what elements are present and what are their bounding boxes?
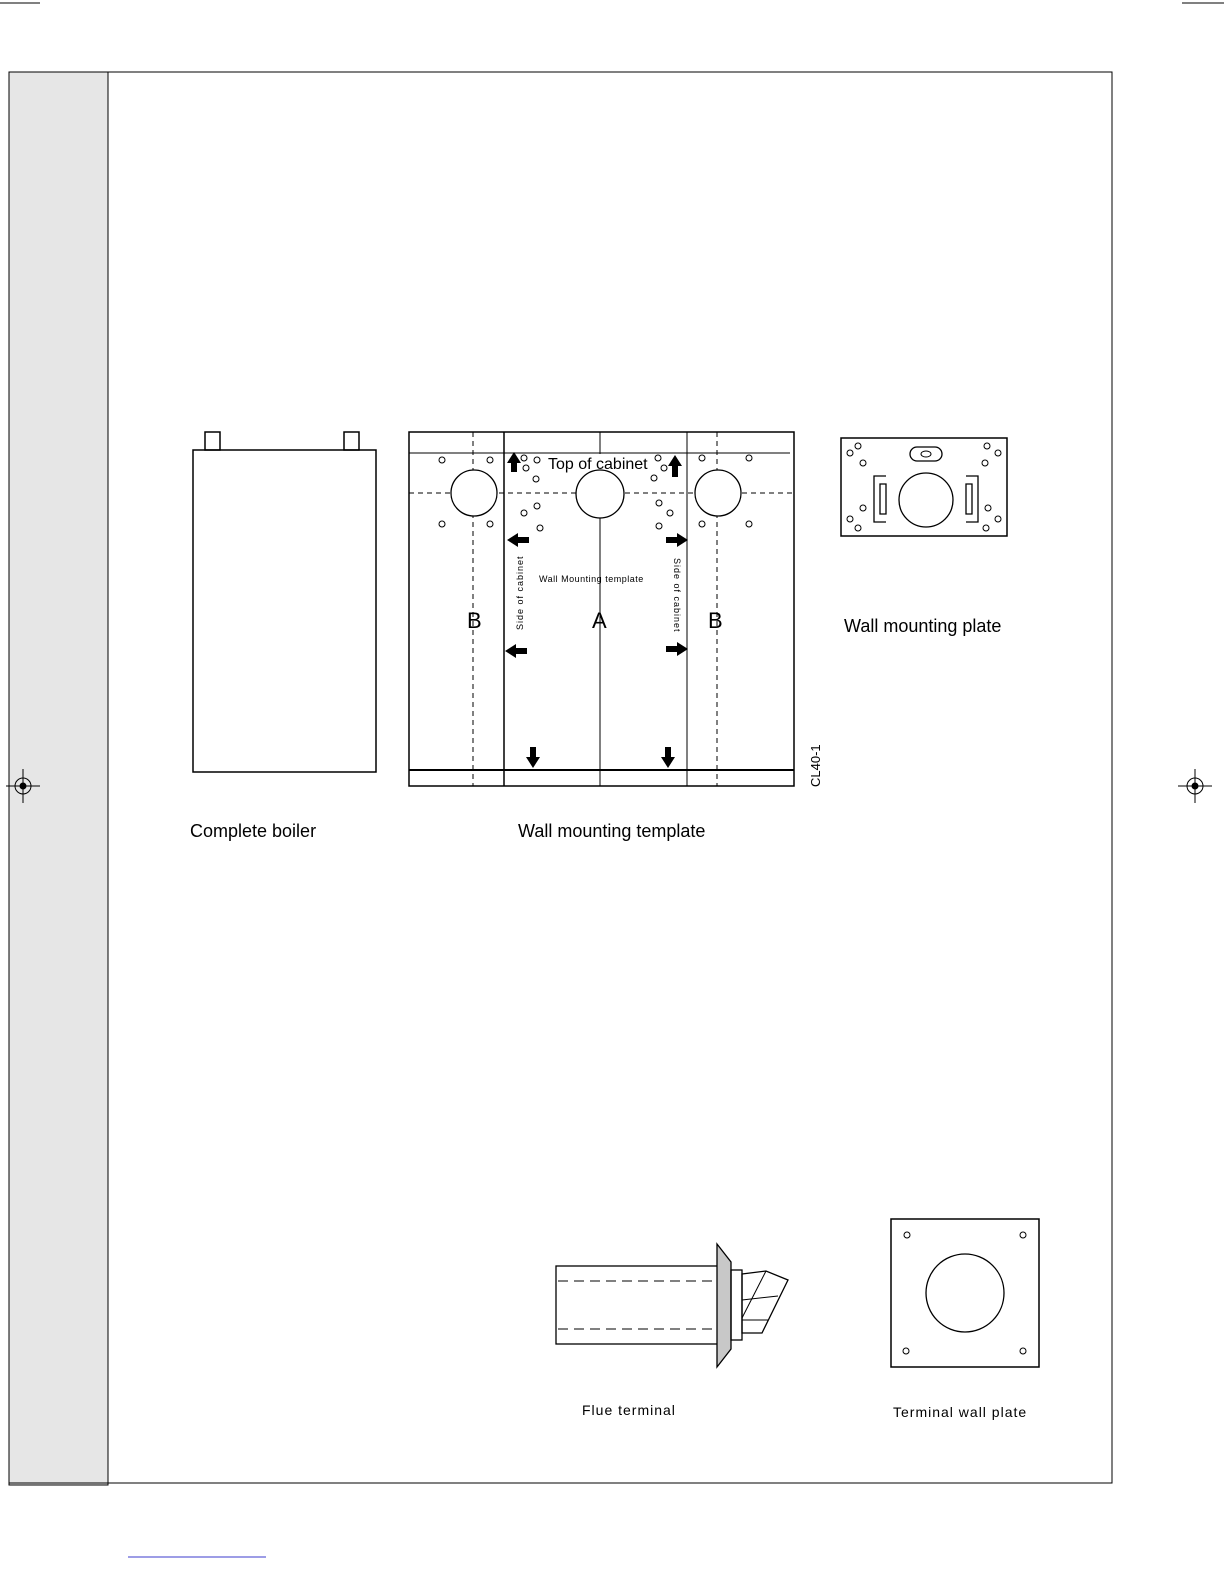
template-region-a: A [592, 608, 607, 633]
template-hole-right [695, 470, 741, 516]
plate-bracket-right [966, 476, 978, 522]
boiler-connector-left [205, 432, 220, 450]
template-region-b-right: B [708, 608, 723, 633]
flue-collar [731, 1270, 742, 1340]
terminal-wall-plate-caption: Terminal wall plate [893, 1404, 1028, 1420]
plate-center-hole [899, 473, 953, 527]
arrow-right-icon [666, 533, 688, 547]
boiler-connector-right [344, 432, 359, 450]
template-side-label-right: Side of cabinet [672, 558, 682, 633]
wall-mounting-plate-caption: Wall mounting plate [844, 616, 1002, 636]
flue-outlet [742, 1271, 788, 1333]
template-hole-center [576, 470, 624, 518]
template-side-label-left: Side of cabinet [515, 555, 525, 630]
wall-mounting-plate-diagram [841, 438, 1007, 536]
template-inner-label: Wall Mounting template [539, 574, 644, 584]
wall-mounting-template-diagram [409, 432, 823, 787]
arrow-up-icon [668, 455, 682, 477]
arrow-down-icon [526, 747, 540, 768]
arrow-down-icon [661, 747, 675, 768]
flue-flange [717, 1244, 731, 1367]
template-region-b-left: B [467, 608, 482, 633]
complete-boiler-diagram [193, 432, 376, 772]
figure-code: CL40-1 [808, 744, 823, 787]
arrow-right-icon [666, 642, 688, 656]
arrow-left-icon [505, 644, 527, 658]
terminal-wall-plate-diagram [891, 1219, 1039, 1367]
template-top-label: Top of cabinet [548, 456, 648, 473]
boiler-body [193, 450, 376, 772]
terminal-plate-screw-holes [903, 1232, 1026, 1354]
arrow-up-icon [507, 452, 521, 472]
page-frame [9, 72, 1112, 1483]
terminal-plate-outline [891, 1219, 1039, 1367]
wall-mounting-template-caption: Wall mounting template [518, 821, 706, 841]
complete-boiler-caption: Complete boiler [190, 821, 317, 841]
arrow-left-icon [507, 533, 529, 547]
flue-pipe [556, 1266, 718, 1344]
registration-mark-right [1178, 769, 1212, 803]
template-hole-left [451, 470, 497, 516]
flue-terminal-diagram [556, 1244, 788, 1367]
terminal-plate-hole [926, 1254, 1004, 1332]
flue-terminal-caption: Flue terminal [582, 1402, 676, 1418]
plate-bracket-left [874, 476, 886, 522]
plate-slot [910, 447, 942, 461]
plate-outline [841, 438, 1007, 536]
